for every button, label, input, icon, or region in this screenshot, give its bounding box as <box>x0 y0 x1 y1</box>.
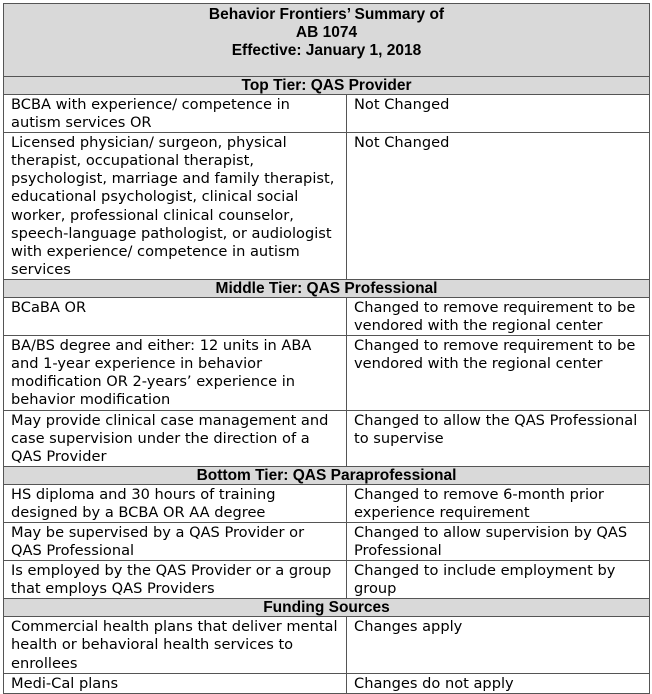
change-cell: Changes do not apply <box>347 673 650 693</box>
table-row <box>4 410 650 466</box>
section-heading-funding-sources: Funding Sources <box>4 599 650 617</box>
requirement-cell: Is employed by the QAS Provider or a group that employs QAS Providers <box>4 561 347 599</box>
requirement-cell: Commercial health plans that deliver mental health or behavioral health services to enrollees <box>4 617 347 673</box>
change-cell: Changed to remove requirement to be vendored with the regional center <box>347 297 650 335</box>
change-cell: Changed to remove requirement to be vendored with the regional center <box>347 336 650 410</box>
section-header-row <box>4 466 650 484</box>
requirement-cell: Licensed physician/ surgeon, physical therapist, occupational therapist, psychologist, marriage and family therapist, educational psychologist, clinical social worker, professional clinical counselor, speech-language pathologist, or audiologist with experience/ competence in autism services <box>4 133 347 280</box>
requirement-cell: BA/BS degree and either: 12 units in ABA and 1-year experience in behavior modification OR 2-years’ experience in behavior modification <box>4 336 347 410</box>
requirement-cell: May provide clinical case management and case supervision under the direction of a QAS Provider <box>4 410 347 466</box>
table-title <box>4 4 650 77</box>
requirement-cell: BCaBA OR <box>4 297 347 335</box>
change-cell: Changed to allow the QAS Professional to supervise <box>347 410 650 466</box>
change-cell: Not Changed <box>347 95 650 133</box>
change-cell: Changed to allow supervision by QAS Professional <box>347 522 650 560</box>
summary-table <box>3 3 650 694</box>
requirement-cell: May be supervised by a QAS Provider or QAS Professional <box>4 522 347 560</box>
requirement-cell: HS diploma and 30 hours of training designed by a BCBA OR AA degree <box>4 484 347 522</box>
section-header-row <box>4 279 650 297</box>
table-row <box>4 484 650 522</box>
title-line-3: Effective: January 1, 2018 <box>231 42 422 59</box>
table-row <box>4 561 650 599</box>
table-row <box>4 133 650 280</box>
section-heading-top-tier: Top Tier: QAS Provider <box>4 77 650 95</box>
table-row <box>4 617 650 673</box>
table-row <box>4 297 650 335</box>
table-row <box>4 95 650 133</box>
section-heading-bottom-tier: Bottom Tier: QAS Paraprofessional <box>4 466 650 484</box>
section-header-row <box>4 77 650 95</box>
table-row <box>4 522 650 560</box>
title-line-1: Behavior Frontiers’ Summary of <box>208 6 445 23</box>
table-row <box>4 336 650 410</box>
title-row <box>4 4 650 77</box>
change-cell: Changed to remove 6-month prior experience requirement <box>347 484 650 522</box>
section-heading-middle-tier: Middle Tier: QAS Professional <box>4 279 650 297</box>
change-cell: Not Changed <box>347 133 650 280</box>
requirement-cell: Medi-Cal plans <box>4 673 347 693</box>
change-cell: Changed to include employment by group <box>347 561 650 599</box>
section-header-row <box>4 599 650 617</box>
requirement-cell: BCBA with experience/ competence in autism services OR <box>4 95 347 133</box>
table-row <box>4 673 650 693</box>
title-line-2: AB 1074 <box>295 24 358 41</box>
change-cell: Changes apply <box>347 617 650 673</box>
